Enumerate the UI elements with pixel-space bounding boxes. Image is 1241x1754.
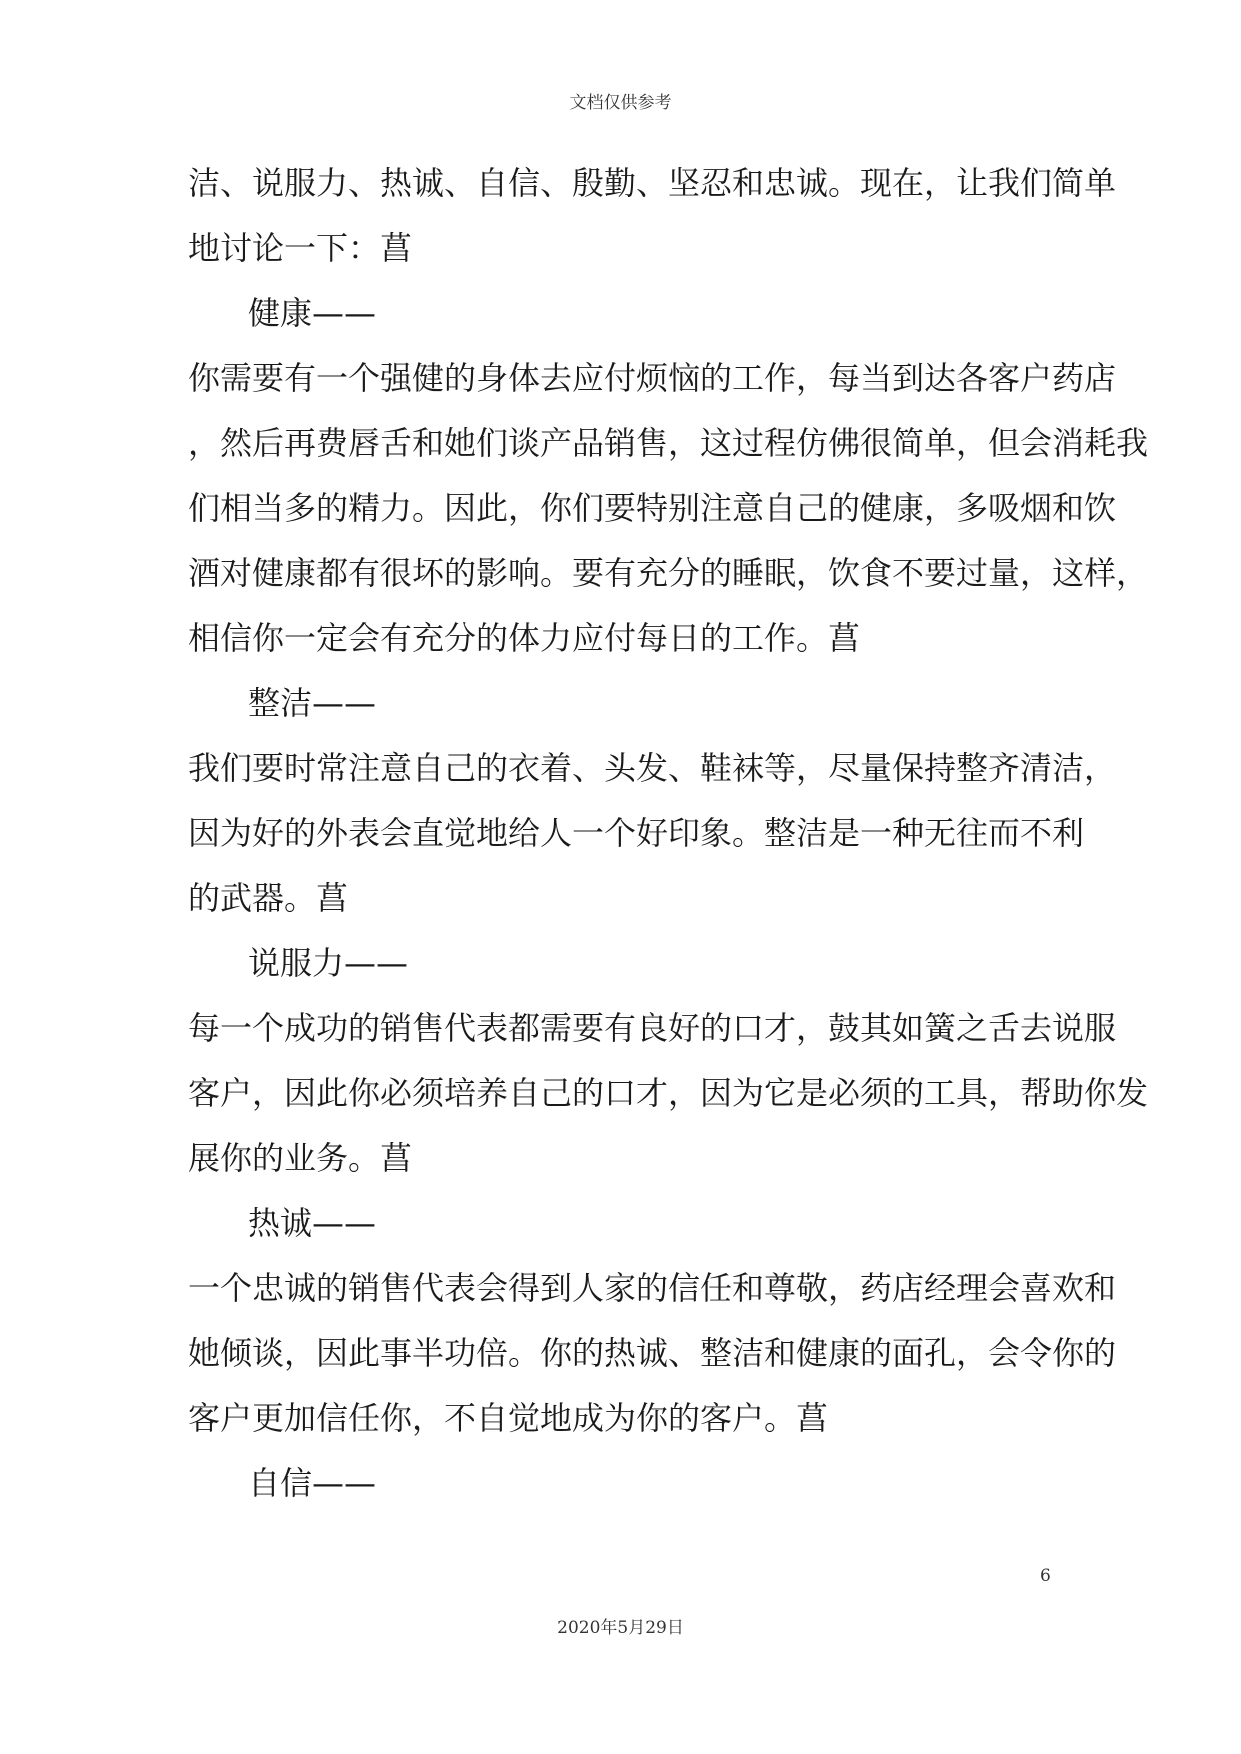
text-line: 客户，因此你必须培养自己的口才，因为它是必须的工具，帮助你发 bbox=[188, 1074, 1149, 1112]
page-number: 6 bbox=[1040, 1566, 1051, 1586]
text-line: 们相当多的精力。因此，你们要特别注意自己的健康，多吸烟和饮 bbox=[188, 489, 1117, 527]
text-line: 一个忠诚的销售代表会得到人家的信任和尊敬，药店经理会喜欢和 bbox=[188, 1269, 1117, 1307]
section-heading: 健康—— bbox=[248, 294, 377, 332]
section-heading: 说服力—— bbox=[248, 944, 409, 982]
document-body bbox=[188, 159, 1149, 1524]
section-heading: 热诚—— bbox=[248, 1204, 377, 1242]
text-line: 展你的业务。菖 bbox=[188, 1139, 413, 1177]
text-line: 她倾谈，因此事半功倍。你的热诚、整洁和健康的面孔，会令你的 bbox=[188, 1334, 1117, 1372]
text-line: 因为好的外表会直觉地给人一个好印象。整洁是一种无往而不利 bbox=[188, 814, 1085, 852]
text-line: 我们要时常注意自己的衣着、头发、鞋袜等，尽量保持整齐清洁， bbox=[188, 749, 1117, 787]
text-line: 地讨论一下：菖 bbox=[188, 229, 413, 267]
footer-date: 2020年5月29日 bbox=[557, 1618, 684, 1638]
text-line: 你需要有一个强健的身体去应付烦恼的工作，每当到达各客户药店 bbox=[188, 359, 1117, 397]
section-heading: 整洁—— bbox=[248, 684, 377, 722]
text-line: 每一个成功的销售代表都需要有良好的口才，鼓其如簧之舌去说服 bbox=[188, 1009, 1117, 1047]
text-line: 洁、说服力、热诚、自信、殷勤、坚忍和忠诚。现在，让我们简单 bbox=[188, 164, 1117, 202]
text-line: ，然后再费唇舌和她们谈产品销售，这过程仿佛很简单，但会消耗我 bbox=[188, 424, 1149, 462]
text-line: 客户更加信任你，不自觉地成为你的客户。菖 bbox=[188, 1399, 829, 1437]
section-heading: 自信—— bbox=[248, 1464, 377, 1502]
text-line: 相信你一定会有充分的体力应付每日的工作。菖 bbox=[188, 619, 861, 657]
text-line: 酒对健康都有很坏的影响。要有充分的睡眠，饮食不要过量，这样， bbox=[188, 554, 1149, 592]
text-line: 的武器。菖 bbox=[188, 879, 349, 917]
page-header: 文档仅供参考 bbox=[569, 93, 672, 113]
